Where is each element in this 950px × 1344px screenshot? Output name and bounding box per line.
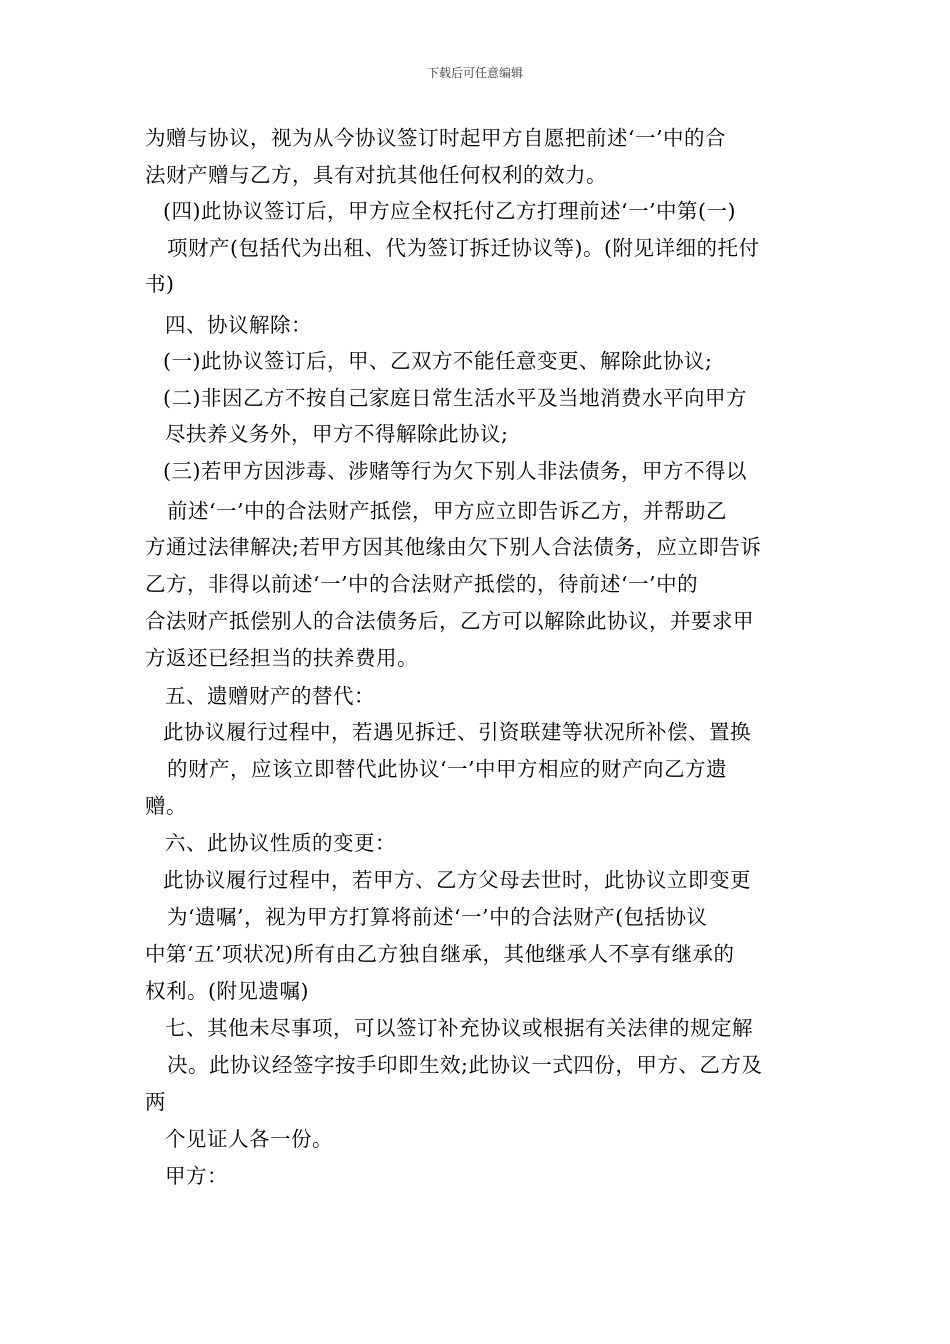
paragraph-line: 此协议履行过程中，若遇见拆迁、引资联建等状况所补偿、置换 (163, 720, 751, 744)
paragraph-line: 尽扶养义务外，甲方不得解除此协议; (165, 422, 509, 446)
page-header: 下载后可任意编辑 (426, 66, 523, 80)
paragraph-line: 项财产(包括代为出租、代为签订拆迁协议等)。(附见详细的托付 (167, 236, 760, 260)
paragraph-line: 两 (145, 1090, 166, 1114)
paragraph-line: 前述‘一’中的合法财产抵偿，甲方应立即告诉乙方，并帮助乙 (167, 499, 728, 523)
paragraph-line: 乙方，非得以前述‘一’中的合法财产抵偿的，待前述‘一’中的 (145, 572, 699, 596)
paragraph-line: 方返还已经担当的扶养费用。 (145, 646, 418, 670)
section-heading: 五、遗赠财产的替代： (165, 684, 375, 708)
paragraph-line: 个见证人各一份。 (165, 1127, 333, 1151)
signature-label: 甲方： (165, 1164, 228, 1188)
paragraph-line: 中第‘五’项状况)所有由乙方独自继承，其他继承人不享有继承的 (145, 942, 735, 966)
paragraph-line: (二)非因乙方不按自己家庭日常生活水平及当地消费水平向甲方 (163, 386, 747, 410)
paragraph-line: 为赠与协议，视为从今协议签订时起甲方自愿把前述‘一’中的合 (145, 126, 727, 150)
paragraph-line: 书) (145, 272, 175, 296)
section-heading: 七、其他未尽事项，可以签订补充协议或根据有关法律的规定解 (165, 1016, 753, 1040)
paragraph-line: 合法财产抵偿别人的合法债务后，乙方可以解除此协议，并要求甲 (145, 609, 754, 633)
paragraph-line: 赠。 (145, 794, 187, 818)
paragraph-line: 的财产，应该立即替代此协议‘一’中甲方相应的财产向乙方遗 (167, 757, 728, 781)
paragraph-line: (四)此协议签订后，甲方应全权托付乙方打理前述‘一’中第(一) (163, 199, 737, 223)
paragraph-line: 法财产赠与乙方，具有对抗其他任何权利的效力。 (145, 163, 607, 187)
paragraph-line: 决。此协议经签字按手印即生效;此协议一式四份，甲方、乙方及 (167, 1053, 763, 1077)
paragraph-line: (一)此协议签订后，甲、乙双方不能任意变更、解除此协议; (163, 349, 713, 373)
paragraph-line: 为‘遗嘱’，视为甲方打算将前述‘一’中的合法财产(包括协议 (167, 905, 708, 929)
paragraph-line: 方通过法律解决;若甲方因其他缘由欠下别人合法债务，应立即告诉 (145, 535, 762, 559)
section-heading: 四、协议解除： (165, 313, 312, 337)
paragraph-line: 此协议履行过程中，若甲方、乙方父母去世时，此协议立即变更 (163, 868, 751, 892)
paragraph-line: (三)若甲方因涉毒、涉赌等行为欠下别人非法债务，甲方不得以 (163, 459, 747, 483)
paragraph-line: 权利。(附见遗嘱) (145, 979, 309, 1003)
section-heading: 六、此协议性质的变更： (165, 831, 396, 855)
